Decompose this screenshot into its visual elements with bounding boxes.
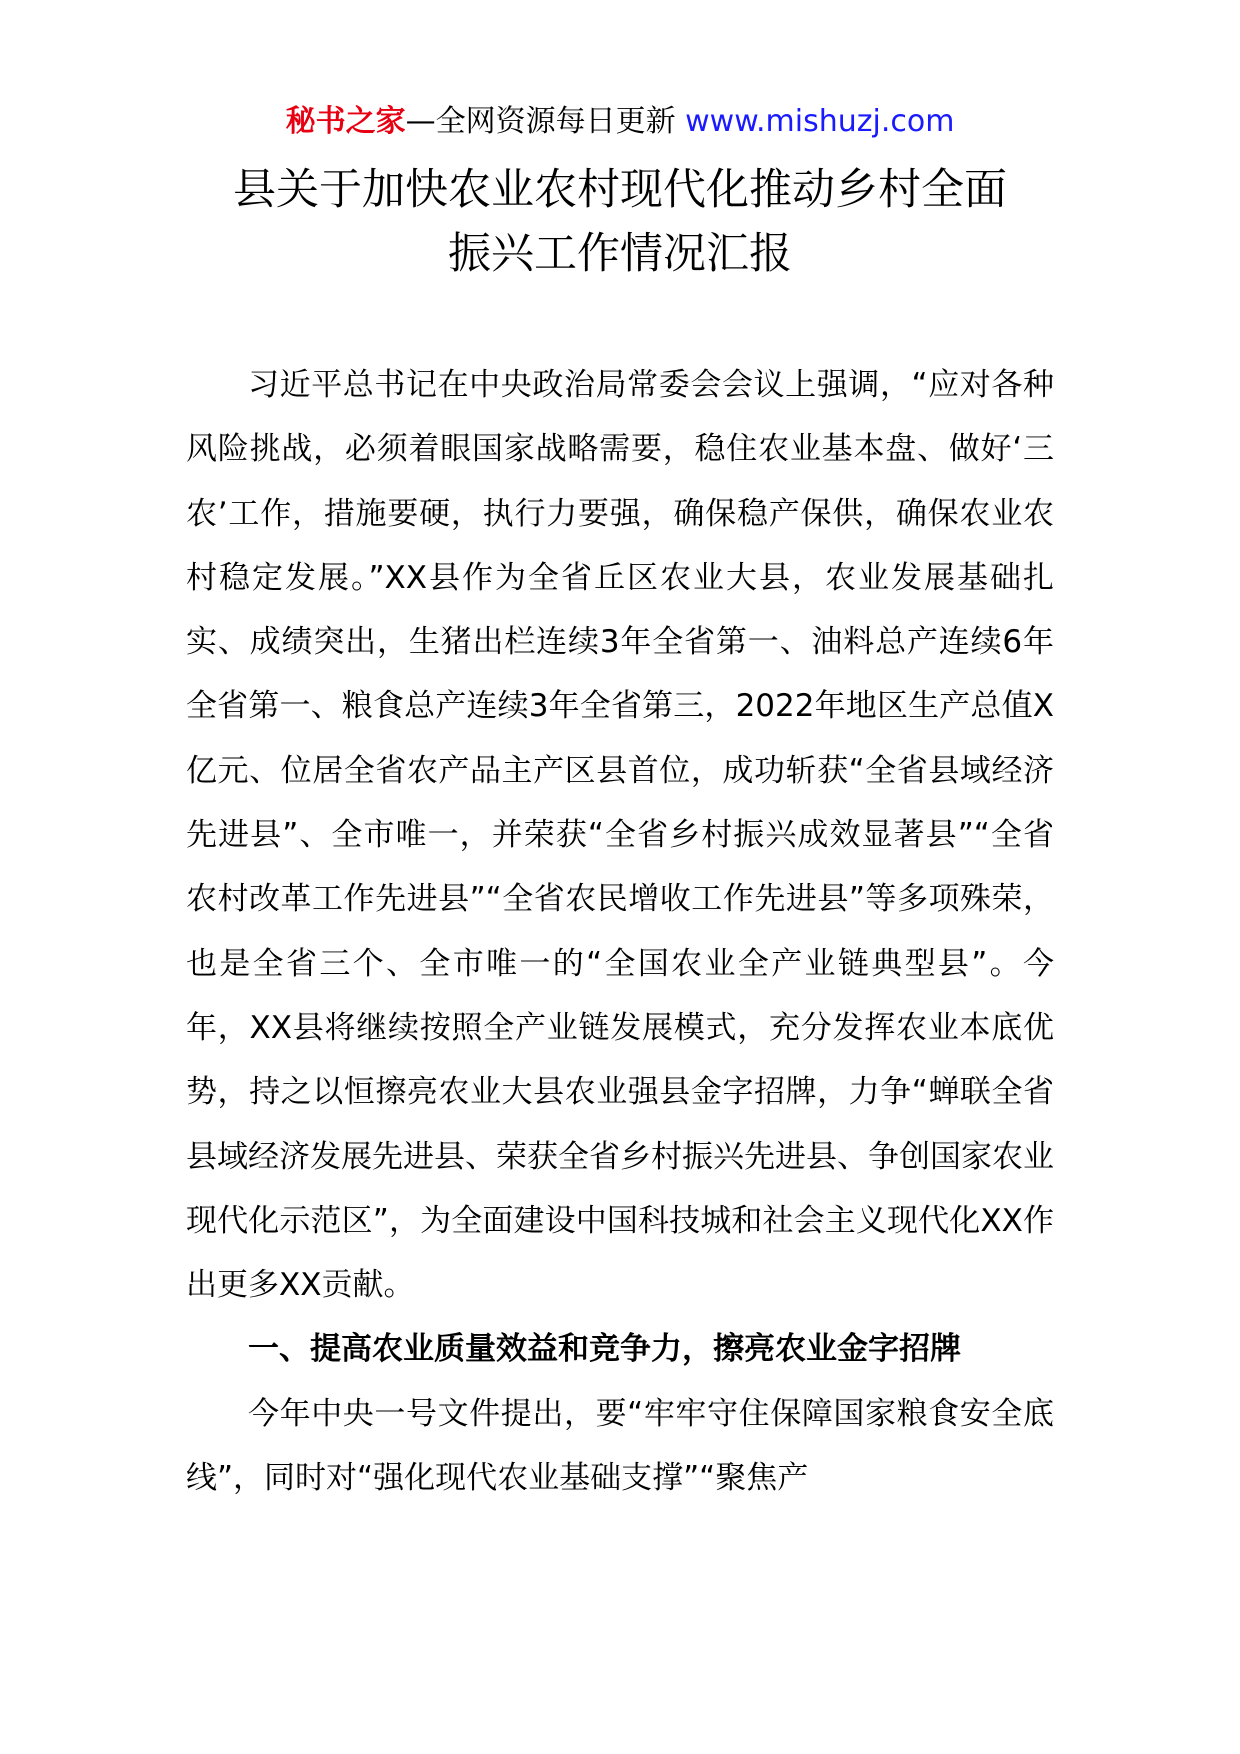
site-slogan: —全网资源每日更新 bbox=[405, 104, 686, 139]
title-line-1: 县关于加快农业农村现代化推动乡村全面 bbox=[233, 165, 1007, 215]
title-line-2: 振兴工作情况汇报 bbox=[448, 229, 792, 279]
site-brand: 秘书之家 bbox=[285, 104, 406, 139]
paragraph-intro: 习近平总书记在中央政治局常委会会议上强调，“应对各种风险挑战，必须着眼国家战略需要，稳住农业基本盘、做好‘三农’工作，措施要硬，执行力要强，确保稳产保供，确保农业农村稳定发展。”XX县作为全省丘区农业大县，农业发展基础扎实、成绩突出，生猪出栏连续3年全省第一、油料总产连续6年全省第一、粮食总产连续3年全省第三，2022年地区生产总值X亿元、位居全省农产品主产区县首位，成功斩获“全省县域经济先进县”、全市唯一，并荣获“全省乡村振兴成效显著县”“全省农村改革工作先进县”“全省农民增收工作先进县”等多项殊荣，也是全省三个、全市唯一的“全国农业全产业链典型县”。今年，XX县将继续按照全产业链发展模式，充分发挥农业本底优势，持之以恒擦亮农业大县农业强县金字招牌，力争“蝉联全省县域经济发展先进县、荣获全省乡村振兴先进县、争创国家农业现代化示范区”，为全面建设中国科技城和社会主义现代化XX作出更多XX贡献。 bbox=[186, 367, 1054, 1304]
document-title bbox=[0, 158, 1240, 286]
paragraph-section-1: 今年中央一号文件提出，要“牢牢守住保障国家粮食安全底线”，同时对“强化现代农业基础支撑”“聚焦产 bbox=[186, 1395, 1054, 1497]
section-heading-1: 一、提高农业质量效益和竞争力，擦亮农业金字招牌 bbox=[248, 1331, 961, 1368]
document-body bbox=[186, 353, 1054, 1510]
site-url-link[interactable]: www.mishuzj.com bbox=[685, 104, 955, 139]
site-banner bbox=[0, 102, 1240, 142]
